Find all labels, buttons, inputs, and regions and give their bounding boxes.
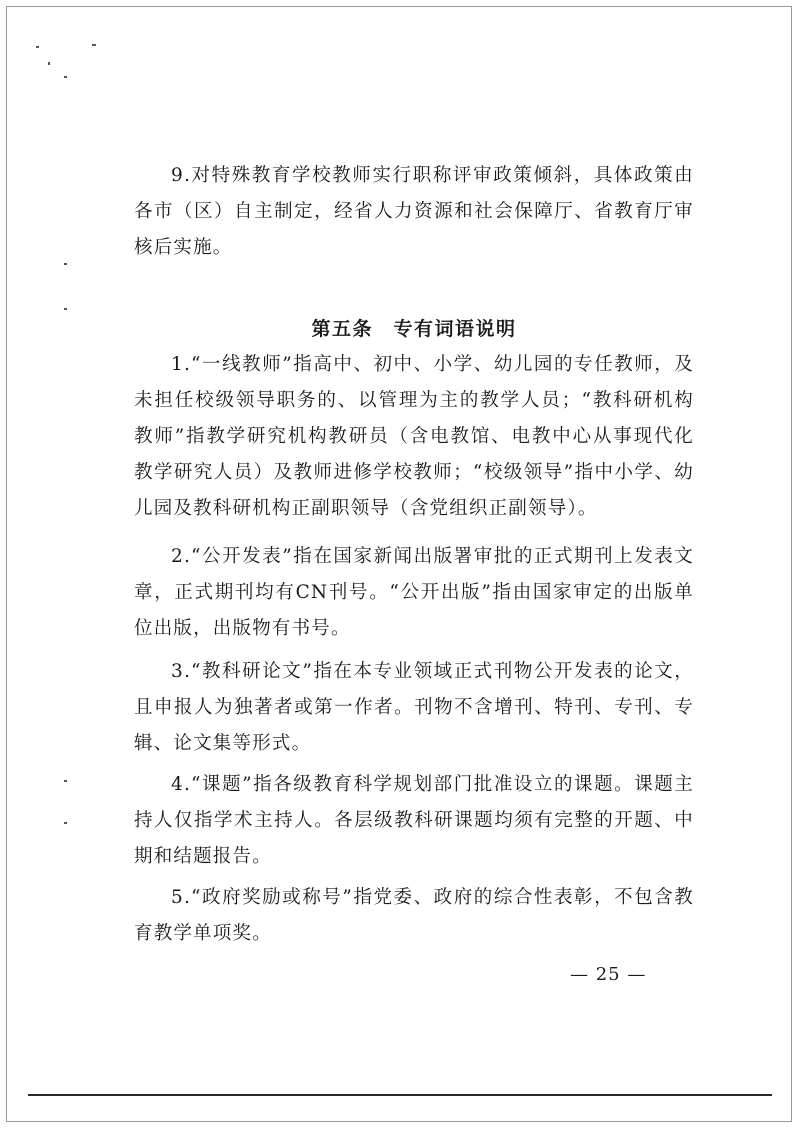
paragraph-term-4: 4.“课题”指各级教育科学规划部门批准设立的课题。课题主持人仅指学术主持人。各层级教科研课题均须有完整的开题、中期和结题报告。 (134, 774, 694, 867)
bottom-rule (28, 1094, 772, 1096)
scan-speck (64, 263, 67, 265)
scan-speck (92, 44, 96, 46)
scan-speck (64, 780, 67, 782)
paragraph-term-1: 1.“一线教师”指高中、初中、小学、幼儿园的专任教师，及未担任校级领导职务的、以管理为主的教学人员；“教科研机构教师”指教学研究机构教研员（含电教馆、电教中心从事现代化教学研究人员）及教师进修学校教师；“校级领导”指中小学、幼儿园及教科研机构正副职领导（含党组织正副领导）。 (134, 354, 694, 519)
scan-speck (64, 308, 67, 310)
page-number: — 25 — (570, 964, 647, 985)
scan-speck (48, 62, 50, 65)
scan-speck (64, 822, 67, 824)
paragraph-term-2: 2.“公开发表”指在国家新闻出版署审批的正式期刊上发表文章，正式期刊均有CN刊号。“公开出版”指由国家审定的出版单位出版，出版物有书号。 (134, 546, 694, 639)
section-heading: 第五条 专有词语说明 (311, 318, 517, 340)
scan-speck (64, 76, 67, 78)
paragraph-term-5: 5.“政府奖励或称号”指党委、政府的综合性表彰，不包含教育教学单项奖。 (134, 887, 694, 944)
scan-speck (36, 46, 39, 48)
paragraph-item-9: 9.对特殊教育学校教师实行职称评审政策倾斜，具体政策由各市（区）自主制定，经省人力资源和社会保障厅、省教育厅审核后实施。 (134, 165, 694, 258)
paragraph-term-3: 3.“教科研论文”指在本专业领域正式刊物公开发表的论文，且申报人为独著者或第一作者。刊物不含增刊、特刊、专刊、专辑、论文集等形式。 (134, 661, 694, 754)
